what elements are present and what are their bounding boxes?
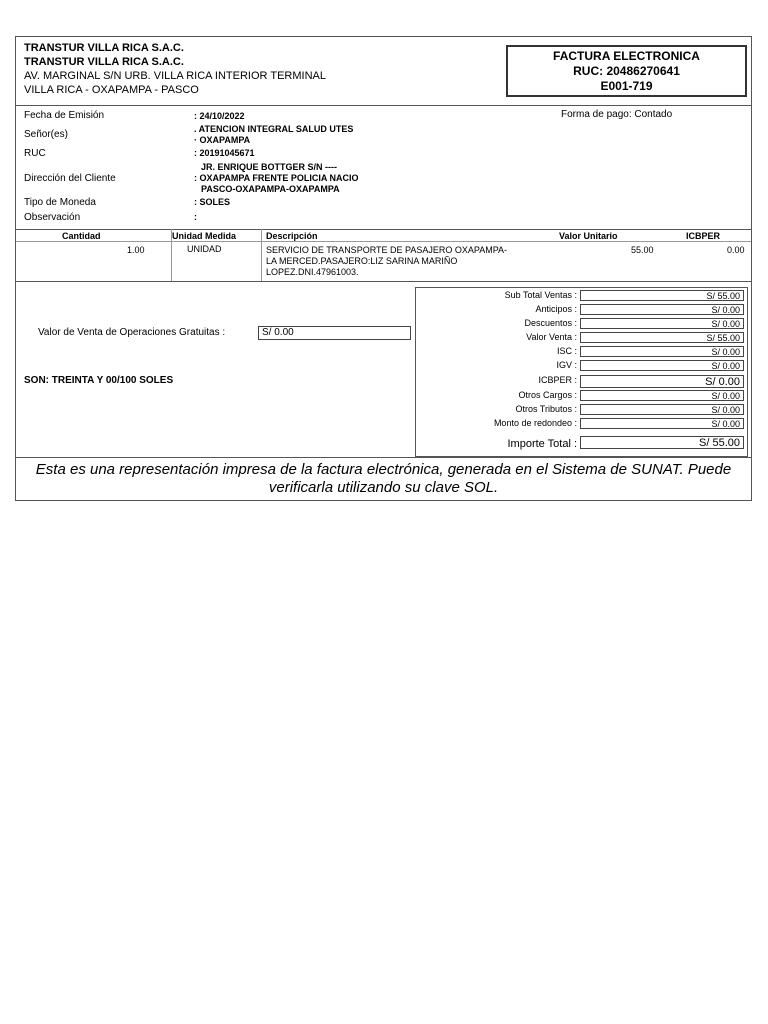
- issuer-ruc: RUC: 20486270641: [573, 64, 680, 78]
- row-descripcion-line1: SERVICIO DE TRANSPORTE DE PASAJERO OXAPAMPA-: [266, 245, 508, 255]
- totals-value: S/ 0.00: [580, 346, 744, 357]
- totals-value: S/ 55.00: [580, 436, 744, 449]
- col-header-unidad: Unidad Medida: [172, 231, 237, 241]
- totals-label: Monto de redondeo :: [493, 418, 577, 428]
- row-descripcion-line2: LA MERCED.PASAJERO:LIZ SARINA MARIÑO: [266, 256, 458, 266]
- moneda-label: Tipo de Moneda: [24, 197, 96, 208]
- senor-value-line1: . ATENCION INTEGRAL SALUD UTES: [194, 124, 354, 134]
- footnote-line1: Esta es una representación impresa de la factura electrónica, generada en el Sistema de SUNAT. Puede: [35, 461, 732, 478]
- company-trade-name: TRANSTUR VILLA RICA S.A.C.: [24, 56, 184, 68]
- direccion-label: Dirección del Cliente: [24, 173, 116, 184]
- company-address: AV. MARGINAL S/N URB. VILLA RICA INTERIOR TERMINAL: [24, 70, 326, 82]
- header-divider: [16, 105, 751, 106]
- amount-in-words: SON: TREINTA Y 00/100 SOLES: [24, 375, 174, 386]
- document-type: FACTURA ELECTRONICA: [553, 49, 700, 63]
- totals-value: S/ 55.00: [580, 290, 744, 301]
- invoice-document: [15, 36, 752, 501]
- invoice-number: E001-719: [600, 79, 653, 93]
- col-header-icbper: ICBPER: [686, 231, 721, 241]
- moneda-value: : SOLES: [194, 197, 231, 207]
- totals-value: S/ 0.00: [580, 360, 744, 371]
- row-icbper: 0.00: [727, 245, 745, 255]
- senor-value-line2: · OXAPAMPA: [194, 135, 251, 145]
- totals-value: S/ 0.00: [580, 418, 744, 429]
- invoice-id-box: [506, 45, 747, 97]
- gratuitas-label: Valor de Venta de Operaciones Gratuitas :: [38, 327, 226, 338]
- items-bottom-border: [16, 281, 751, 282]
- company-location: VILLA RICA - OXAPAMPA - PASCO: [24, 84, 199, 96]
- direccion-value-line1: JR. ENRIQUE BOTTGER S/N ----: [201, 162, 338, 172]
- totals-value: S/ 0.00: [580, 404, 744, 415]
- totals-label: Otros Cargos :: [518, 390, 577, 400]
- col-header-valor-unitario: Valor Unitario: [559, 231, 618, 241]
- legal-footnote: [16, 457, 751, 500]
- row-descripcion-line3: LOPEZ.DNI.47961003.: [266, 267, 359, 277]
- totals-label: Importe Total :: [507, 438, 577, 450]
- senor-label: Señor(es): [24, 129, 68, 140]
- totals-value: S/ 0.00: [580, 390, 744, 401]
- forma-pago: Forma de pago: Contado: [561, 109, 673, 120]
- observacion-label: Observación: [24, 212, 81, 223]
- ruc-label: RUC: [24, 148, 46, 159]
- totals-label: Sub Total Ventas :: [504, 290, 577, 300]
- totals-label: Valor Venta :: [526, 332, 577, 342]
- items-top-border: [16, 229, 751, 230]
- footnote-line2: verificarla utilizando su clave SOL.: [268, 479, 499, 496]
- fecha-label: Fecha de Emisión: [24, 110, 105, 121]
- observacion-value: :: [194, 212, 197, 222]
- ruc-value: : 20191045671: [194, 148, 255, 158]
- col-header-cantidad: Cantidad: [62, 231, 101, 241]
- totals-label: IGV :: [556, 360, 577, 370]
- totals-label: ICBPER :: [538, 375, 577, 385]
- totals-value: S/ 0.00: [580, 375, 744, 388]
- row-valor-unitario: 55.00: [631, 245, 654, 255]
- totals-label: Descuentos :: [524, 318, 577, 328]
- totals-label: Otros Tributos :: [515, 404, 577, 414]
- gratuitas-value: S/ 0.00: [258, 326, 411, 340]
- totals-label: ISC :: [556, 346, 577, 356]
- totals-value: S/ 0.00: [580, 304, 744, 315]
- totals-label: Anticipos :: [535, 304, 577, 314]
- items-header-border: [16, 241, 751, 242]
- col-divider-2: [261, 229, 262, 281]
- direccion-value-line2: : OXAPAMPA FRENTE POLICIA NACIO: [194, 173, 359, 183]
- col-header-descripcion: Descripción: [266, 231, 318, 241]
- row-cantidad: 1.00: [127, 245, 145, 255]
- fecha-value: : 24/10/2022: [194, 111, 245, 121]
- row-unidad: UNIDAD: [187, 244, 222, 254]
- totals-box: [415, 287, 748, 457]
- totals-value: S/ 0.00: [580, 318, 744, 329]
- direccion-value-line3: PASCO-OXAPAMPA-OXAPAMPA: [201, 184, 340, 194]
- company-name: TRANSTUR VILLA RICA S.A.C.: [24, 42, 184, 54]
- totals-value: S/ 55.00: [580, 332, 744, 343]
